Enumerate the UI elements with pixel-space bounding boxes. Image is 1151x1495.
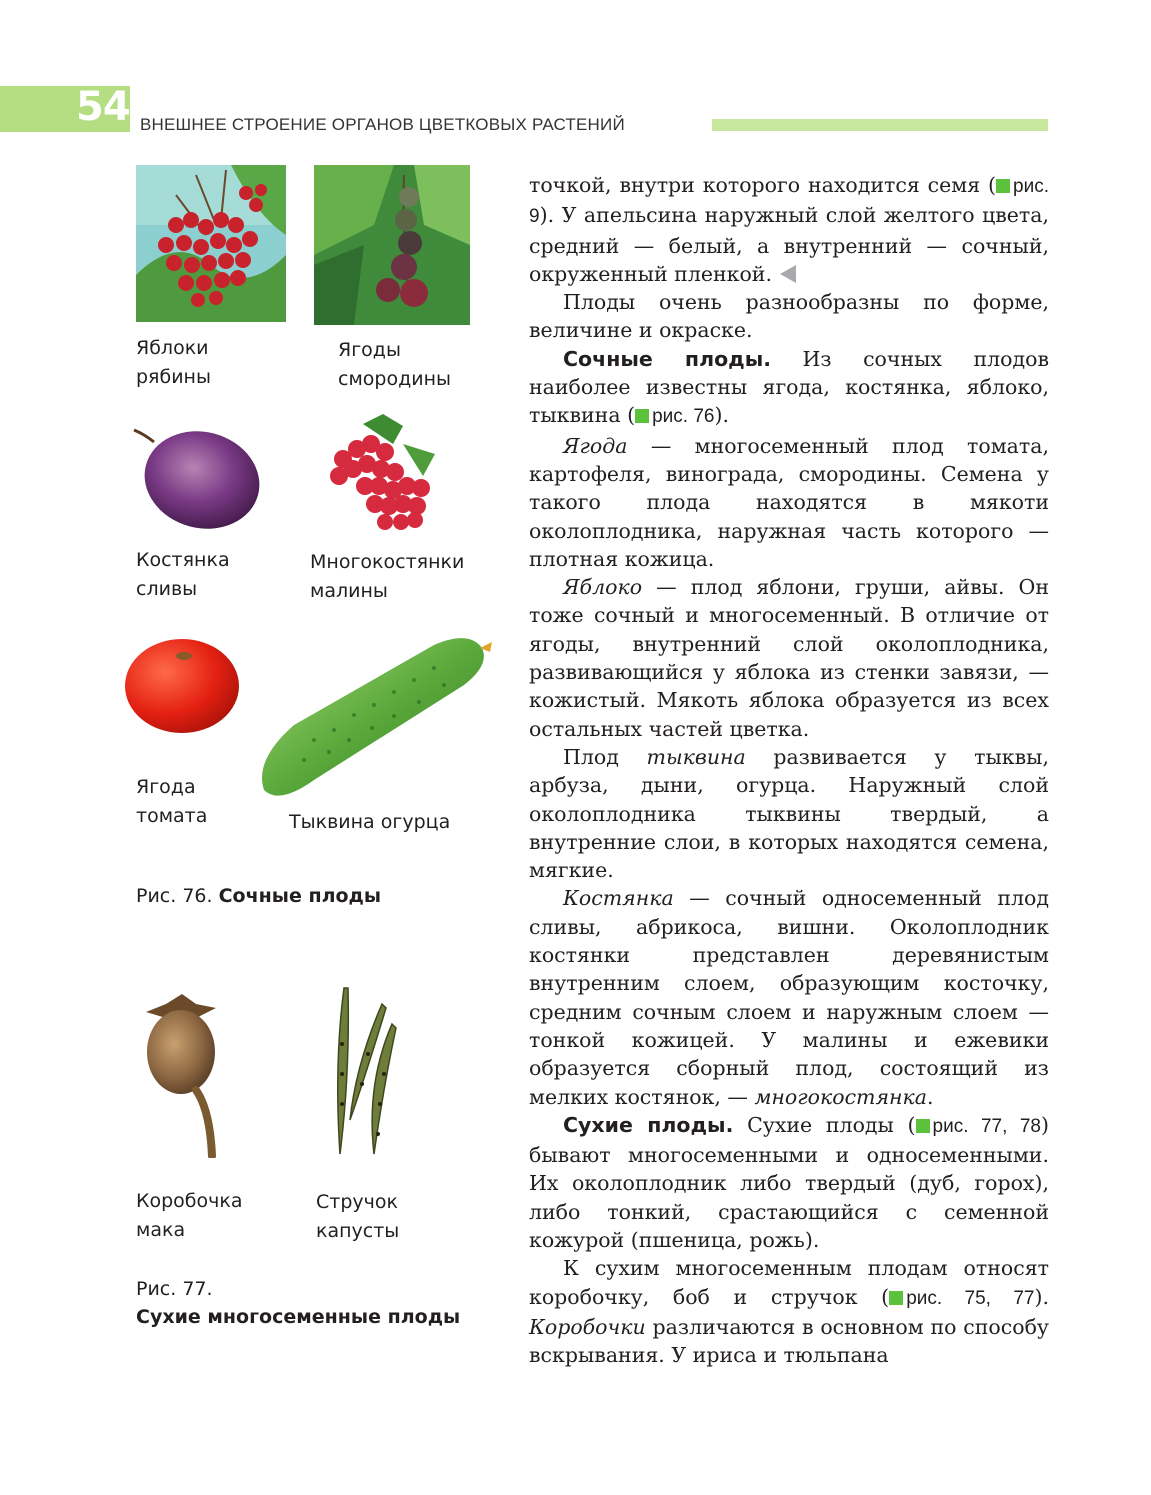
caption-rowan: Яблоки рябины (136, 337, 211, 388)
tomato-fruit-image (124, 638, 242, 734)
ref-label: рис. 77, 78 (932, 1115, 1041, 1137)
plum-fruit-image (132, 424, 264, 532)
text-run: ) бывают многосеменными и односеменными. Их околоплодник либо твердый (дуб, горох), либо тонкий, срастающийся с семенной кожурой (пшеница, рожь). (529, 1112, 1049, 1252)
caption-cabbage: Стручок капусты (316, 1191, 400, 1242)
text-run: ). (714, 403, 729, 428)
section-heading: Сочные плоды. (563, 346, 772, 371)
ref-label: рис. 9 (529, 176, 1049, 228)
term: Яблоко (563, 575, 643, 600)
ref-marker-icon (635, 409, 649, 423)
caption-tomato: Ягода томата (136, 776, 208, 827)
figure-77-title: Сухие многосеменные плоды (136, 1306, 461, 1328)
main-text (529, 171, 1049, 1369)
paragraph (529, 1111, 1049, 1254)
figure-ref[interactable] (916, 1116, 1041, 1137)
figure-77-label: Рис. 77. (136, 1278, 213, 1300)
paragraph (529, 573, 1049, 743)
figure-76-label: Рис. 76. (136, 885, 213, 907)
term: тыквина (646, 744, 746, 769)
text-run: Сухие плоды ( (733, 1112, 916, 1137)
cabbage-pod-image (326, 984, 408, 1158)
poppy-capsule-image (136, 990, 230, 1158)
ref-marker-icon (996, 179, 1010, 193)
figure-76-title: Сочные плоды (218, 885, 382, 907)
section-heading: Сухие плоды. (563, 1112, 734, 1137)
text-run: К сухим многосеменным плодам относят коробочку, боб и стручок ( (529, 1256, 1049, 1309)
text-run: Из сочных плодов наиболее известны ягода, костянка, яблоко, тыквина ( (529, 346, 1050, 428)
paragraph (529, 743, 1049, 884)
figure-76-caption (136, 882, 381, 911)
text-run: точкой, внутри которого находится семя ( (529, 173, 997, 197)
header-accent-bar (712, 119, 1048, 131)
paragraph (529, 345, 1049, 432)
rowan-fruit-image (136, 165, 286, 322)
caption-currant: Ягоды смородины (338, 339, 451, 390)
term: многокостянка (754, 1084, 928, 1109)
ref-marker-icon (916, 1119, 930, 1133)
text-run: ). (1034, 1284, 1049, 1309)
ref-label: рис. 76 (652, 406, 715, 428)
text-run: ). У апельсина наружный слой желтого цвета, средний — белый, а внутренний — сочный, окруженный пленкой. (529, 203, 1049, 286)
caption-raspberry: Многокостянки малины (310, 551, 465, 602)
raspberry-fruit-image (323, 414, 441, 536)
ref-marker-icon (889, 1291, 903, 1305)
text-run: — плод яблони, груши, айвы. Он тоже сочный и многосеменный. В отличие от ягоды, внутренний слой околоплодника, развивающийся у яблока из стенки завязи, — кожистый. Мякоть яблока образуется из всех остальных частей цветка. (529, 575, 1049, 741)
caption-plum: Костянка сливы (136, 549, 230, 600)
text-run: Плод (563, 744, 647, 769)
text-run: различаются в основном по способу вскрывания. У ириса и тюльпана (529, 1314, 1049, 1368)
paragraph (529, 1254, 1049, 1369)
end-of-section-triangle-icon (780, 265, 796, 283)
page-number: 54 (76, 84, 130, 130)
paragraph (529, 171, 1049, 288)
term: Костянка (563, 886, 674, 911)
running-title: ВНЕШНЕЕ СТРОЕНИЕ ОРГАНОВ ЦВЕТКОВЫХ РАСТЕНИЙ (140, 115, 625, 134)
paragraph (529, 432, 1049, 573)
paragraph (529, 884, 1049, 1110)
caption-cucumber: Тыквина огурца (289, 811, 451, 833)
caption-poppy: Коробочка мака (136, 1190, 243, 1241)
ref-label: рис. 75, 77 (906, 1287, 1035, 1309)
currant-fruit-image (314, 165, 470, 325)
figure-ref[interactable] (889, 1288, 1034, 1309)
text-run: — сочный односеменный плод сливы, абрикоса, вишни. Околоплодник костянки представлен деревянистым внутренним слоем, образующим косточку, средним сочным слоем и наружным слоем — тонкой кожицей. У малины и ежевики образуется сборный плод, состоящий из мелких костянок, — (529, 886, 1049, 1109)
text-run: — многосеменный плод томата, картофеля, винограда, смородины. Семена у такого плода находятся в мякоти околоплодника, наружная часть которого — плотная кожица. (529, 433, 1049, 571)
text-run: развивается у тыквы, арбуза, дыни, огурца. Наружный слой околоплодника тыквины твердый, а внутренние слои, в которых находятся семена, мягкие. (529, 744, 1049, 883)
term: Ягода (563, 433, 628, 458)
text-run: . (927, 1084, 934, 1109)
cucumber-fruit-image (254, 630, 496, 804)
figure-ref[interactable] (635, 406, 714, 427)
paragraph: Плоды очень разнообразны по форме, величине и окраске. (529, 290, 1049, 343)
term: Коробочки (529, 1314, 646, 1339)
